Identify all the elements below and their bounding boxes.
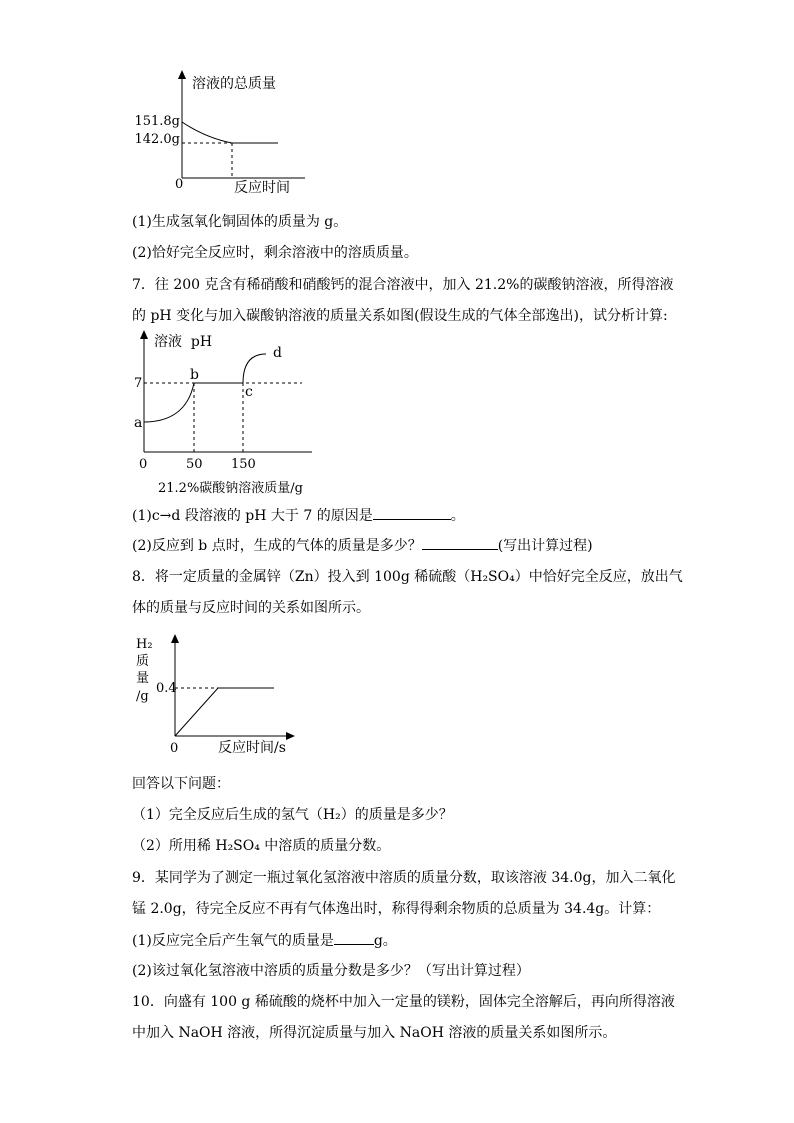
fig1-origin: 0 <box>175 177 184 192</box>
figure-h2-mass <box>130 632 300 760</box>
q8-part1: （1）完全反应后生成的氢气（H₂）的质量是多少？ <box>132 807 453 823</box>
fig2-y-arrow <box>140 330 148 339</box>
fig3-origin: 0 <box>170 741 179 756</box>
fig3-tick-04: 0.4 <box>156 681 177 696</box>
q9-line1: 9．某同学为了测定一瓶过氧化氢溶液中溶质的质量分数，取该溶液 34.0g，加入二氧化 <box>132 870 676 886</box>
q10-line1: 10．向盛有 100 g 稀硫酸的烧杯中加入一定量的镁粉，固体完全溶解后，再向所得溶液 <box>132 994 675 1010</box>
fig2-origin: 0 <box>139 457 148 472</box>
q6-part2: (2)恰好完全反应时，剩余溶液中的溶质质量。 <box>132 245 418 261</box>
q7-line1: 7．往 200 克含有稀硝酸和硝酸钙的混合溶液中，加入 21.2%的碳酸钠溶液，所得溶液 <box>132 277 674 293</box>
fig2-point-b: b <box>190 367 199 383</box>
q7-answer-blank-1[interactable] <box>373 505 451 520</box>
fig3-ylabel-h2: H₂ <box>136 637 153 652</box>
q7-part1-end: 。 <box>450 508 465 524</box>
fig2-tick-150: 150 <box>231 457 256 472</box>
q9-part1 <box>132 930 397 951</box>
q9-part1-text: (1)反应完全后产生氧气的质量是 <box>132 933 334 949</box>
fig3-xlabel: 反应时间/s <box>218 740 286 756</box>
figure-solution-mass <box>130 70 310 200</box>
fig2-curve-cd <box>243 354 266 383</box>
fig3-y-arrow <box>171 634 179 643</box>
fig1-xlabel: 反应时间 <box>234 180 290 196</box>
fig1-curve <box>182 122 278 143</box>
fig2-xlabel: 21.2%碳酸钠溶液质量/g <box>158 481 303 496</box>
fig3-x-arrow <box>286 732 295 740</box>
fig3-ylabel-zhi: 质 <box>136 654 150 669</box>
fig1-tick-151: 151.8g <box>134 114 180 129</box>
fig1-tick-142: 142.0g <box>134 132 180 147</box>
fig1-y-arrow <box>178 70 186 79</box>
q8-line1: 8．将一定质量的金属锌（Zn）投入到 100g 稀硫酸（H₂SO₄）中恰好完全反应，放出气 <box>132 569 683 585</box>
fig2-point-d: d <box>273 345 282 361</box>
q7-part1-text: (1)c→d 段溶液的 pH 大于 7 的原因是 <box>132 508 373 524</box>
q7-part2 <box>132 535 593 556</box>
fig1-ylabel: 溶液的总质量 <box>192 76 276 92</box>
q7-part2-end: (写出计算过程) <box>497 538 593 554</box>
q10-line2: 中加入 NaOH 溶液，所得沉淀质量与加入 NaOH 溶液的质量关系如图所示。 <box>132 1025 617 1041</box>
q8-line2: 体的质量与反应时间的关系如图所示。 <box>132 600 370 616</box>
fig2-ylabel: 溶液 pH <box>154 334 213 350</box>
q7-answer-blank-2[interactable] <box>422 535 498 550</box>
q8-part2: （2）所用稀 H₂SO₄ 中溶质的质量分数。 <box>132 838 391 854</box>
fig3-line <box>175 688 274 736</box>
q9-part2: (2)该过氧化氢溶液中溶质的质量分数是多少？（写出计算过程） <box>132 963 530 979</box>
fig2-tick-50: 50 <box>186 457 203 472</box>
q6-part1: (1)生成氢氧化铜固体的质量为 g。 <box>132 214 348 230</box>
fig2-point-a: a <box>134 415 143 431</box>
q7-part1 <box>132 505 465 526</box>
q9-line2: 锰 2.0g，待完全反应不再有气体逸出时，称得得剩余物质的总质量为 34.4g。计算： <box>132 901 661 917</box>
q8-intro: 回答以下问题： <box>132 776 230 792</box>
figure-ph-curve <box>130 330 320 500</box>
fig2-tick-7: 7 <box>134 376 143 391</box>
q7-line2: 的 pH 变化与加入碳酸钠溶液的质量关系如图(假设生成的气体全部逸出)，试分析计算: <box>132 308 668 324</box>
q9-answer-blank[interactable] <box>334 930 374 945</box>
fig2-point-c: c <box>245 384 253 400</box>
q7-part2-text: (2)反应到 b 点时，生成的气体的质量是多少？ <box>132 538 422 554</box>
q9-part1-end: g。 <box>373 933 397 949</box>
fig3-ylabel-liang: 量 <box>136 671 150 686</box>
fig3-ylabel-unit: /g <box>136 689 149 704</box>
